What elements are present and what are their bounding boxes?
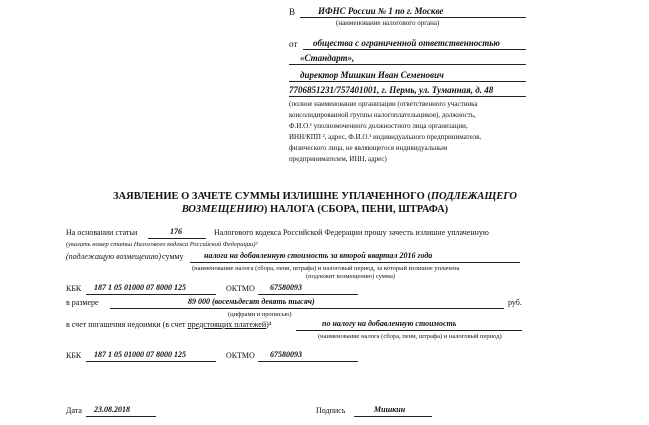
amount-value: 89 000 (восемьдесят девять тысяч) [188, 297, 315, 306]
title-line2-a: ВОЗМЕЩЕНИЮ [181, 204, 264, 215]
basis-prefix: На основании статьи [66, 228, 138, 237]
offset-upcoming: предстоящих платежей [187, 320, 267, 329]
amount-prefix: в размере [66, 298, 99, 307]
inn-address-underline [289, 96, 526, 97]
amount-caption: (цифрами и прописью) [228, 311, 292, 318]
inn-address: 7706851231/757401001, г. Пермь, ул. Туманная, д. 48 [289, 85, 494, 95]
article-caption: (указать номер статьи Налогового кодекса Российской Федерации)³ [66, 241, 258, 248]
kbk2-value: 187 1 05 01000 07 8000 125 [94, 350, 186, 359]
date-underline [86, 416, 156, 417]
document-title [95, 190, 535, 216]
offset-suffix: )⁴ [266, 320, 272, 329]
refund-label: (подлежащую возмещению) [66, 252, 162, 261]
org-line2-underline [289, 64, 526, 65]
org-caption-line: Ф.И.О.¹ уполномоченного должностного лица организации, [289, 122, 468, 130]
title-line1-a: ЗАЯВЛЕНИЕ О ЗАЧЕТЕ СУММЫ ИЗЛИШНЕ УПЛАЧЕННОГО ( [113, 191, 431, 202]
amount-unit: руб. [508, 298, 522, 307]
title-line2-b: ) НАЛОГА (СБОРА, ПЕНИ, ШТРАФА) [263, 204, 449, 215]
basis-suffix: Налогового кодекса Российской Федерации прошу зачесть излишне уплаченную [214, 228, 489, 237]
sum-label: сумму [162, 252, 184, 261]
org-caption-line: (полное наименование организации (ответственного участника [289, 100, 478, 108]
amount-underline [110, 308, 504, 309]
oktmo-label: ОКТМО [226, 284, 255, 293]
tax-office-underline [300, 17, 526, 18]
oktmo2-underline [258, 361, 358, 362]
kbk2-label: КБК [66, 351, 82, 360]
to-label: В [289, 7, 296, 17]
org-caption-line: консолидированной группы налогоплательщиков), должность, [289, 111, 476, 119]
director-name: директор Мишкин Иван Семенович [300, 70, 444, 80]
tax-desc-caption-2: (подлежит возмещению) сумма) [306, 273, 396, 280]
director-underline [289, 81, 526, 82]
article-underline [148, 238, 206, 239]
tax-office-value: ИФНС России № 1 по г. Москве [318, 6, 444, 16]
tax-desc-caption-1: (наименование налога (сбора, пени, штрафа) и налоговый период, за который излишне уплачена [192, 265, 460, 272]
offset-tax-underline [296, 330, 522, 331]
kbk-underline [86, 294, 216, 295]
org-name-line2: «Стандарт», [300, 53, 355, 63]
org-caption-line: физического лица, не являющегося индивидуальным [289, 144, 448, 152]
org-caption [289, 99, 481, 165]
tax-office-caption: (наименование налогового органа) [336, 19, 440, 27]
org-caption-line: ИНН/КПП ², адрес, Ф.И.О.¹ индивидуального предпринимателя, [289, 133, 482, 141]
kbk-label: КБК [66, 284, 82, 293]
oktmo-underline [258, 294, 358, 295]
org-name-line1: общества с ограниченной ответственностью [313, 38, 500, 48]
article-value: 176 [170, 227, 182, 236]
oktmo2-value: 67580093 [270, 350, 302, 359]
offset-text [66, 320, 272, 329]
offset-tax-caption: (наименование налога (сбора, пени, штрафа) и налоговый период) [318, 333, 502, 340]
kbk-value: 187 1 05 01000 07 8000 125 [94, 283, 186, 292]
offset-prefix: в счет погашения недоимки (в счет [66, 320, 188, 329]
org-caption-line: предпринимателем, ИНН, адрес) [289, 155, 387, 163]
sign-value: Мишкин [374, 405, 406, 414]
title-line1-b: ПОДЛЕЖАЩЕГО [430, 191, 517, 202]
date-label: Дата [66, 406, 82, 415]
from-label: от [289, 39, 298, 49]
oktmo-value: 67580093 [270, 283, 302, 292]
org-line1-underline [303, 49, 526, 50]
sign-underline [354, 416, 432, 417]
date-value: 23.08.2018 [94, 405, 130, 414]
offset-tax-value: по налогу на добавленную стоимость [322, 319, 457, 328]
tax-desc-value: налога на добавленную стоимость за второй квартал 2016 года [204, 251, 433, 260]
oktmo2-label: ОКТМО [226, 351, 255, 360]
tax-desc-underline [190, 262, 520, 263]
kbk2-underline [86, 361, 216, 362]
sign-label: Подпись [316, 406, 346, 415]
